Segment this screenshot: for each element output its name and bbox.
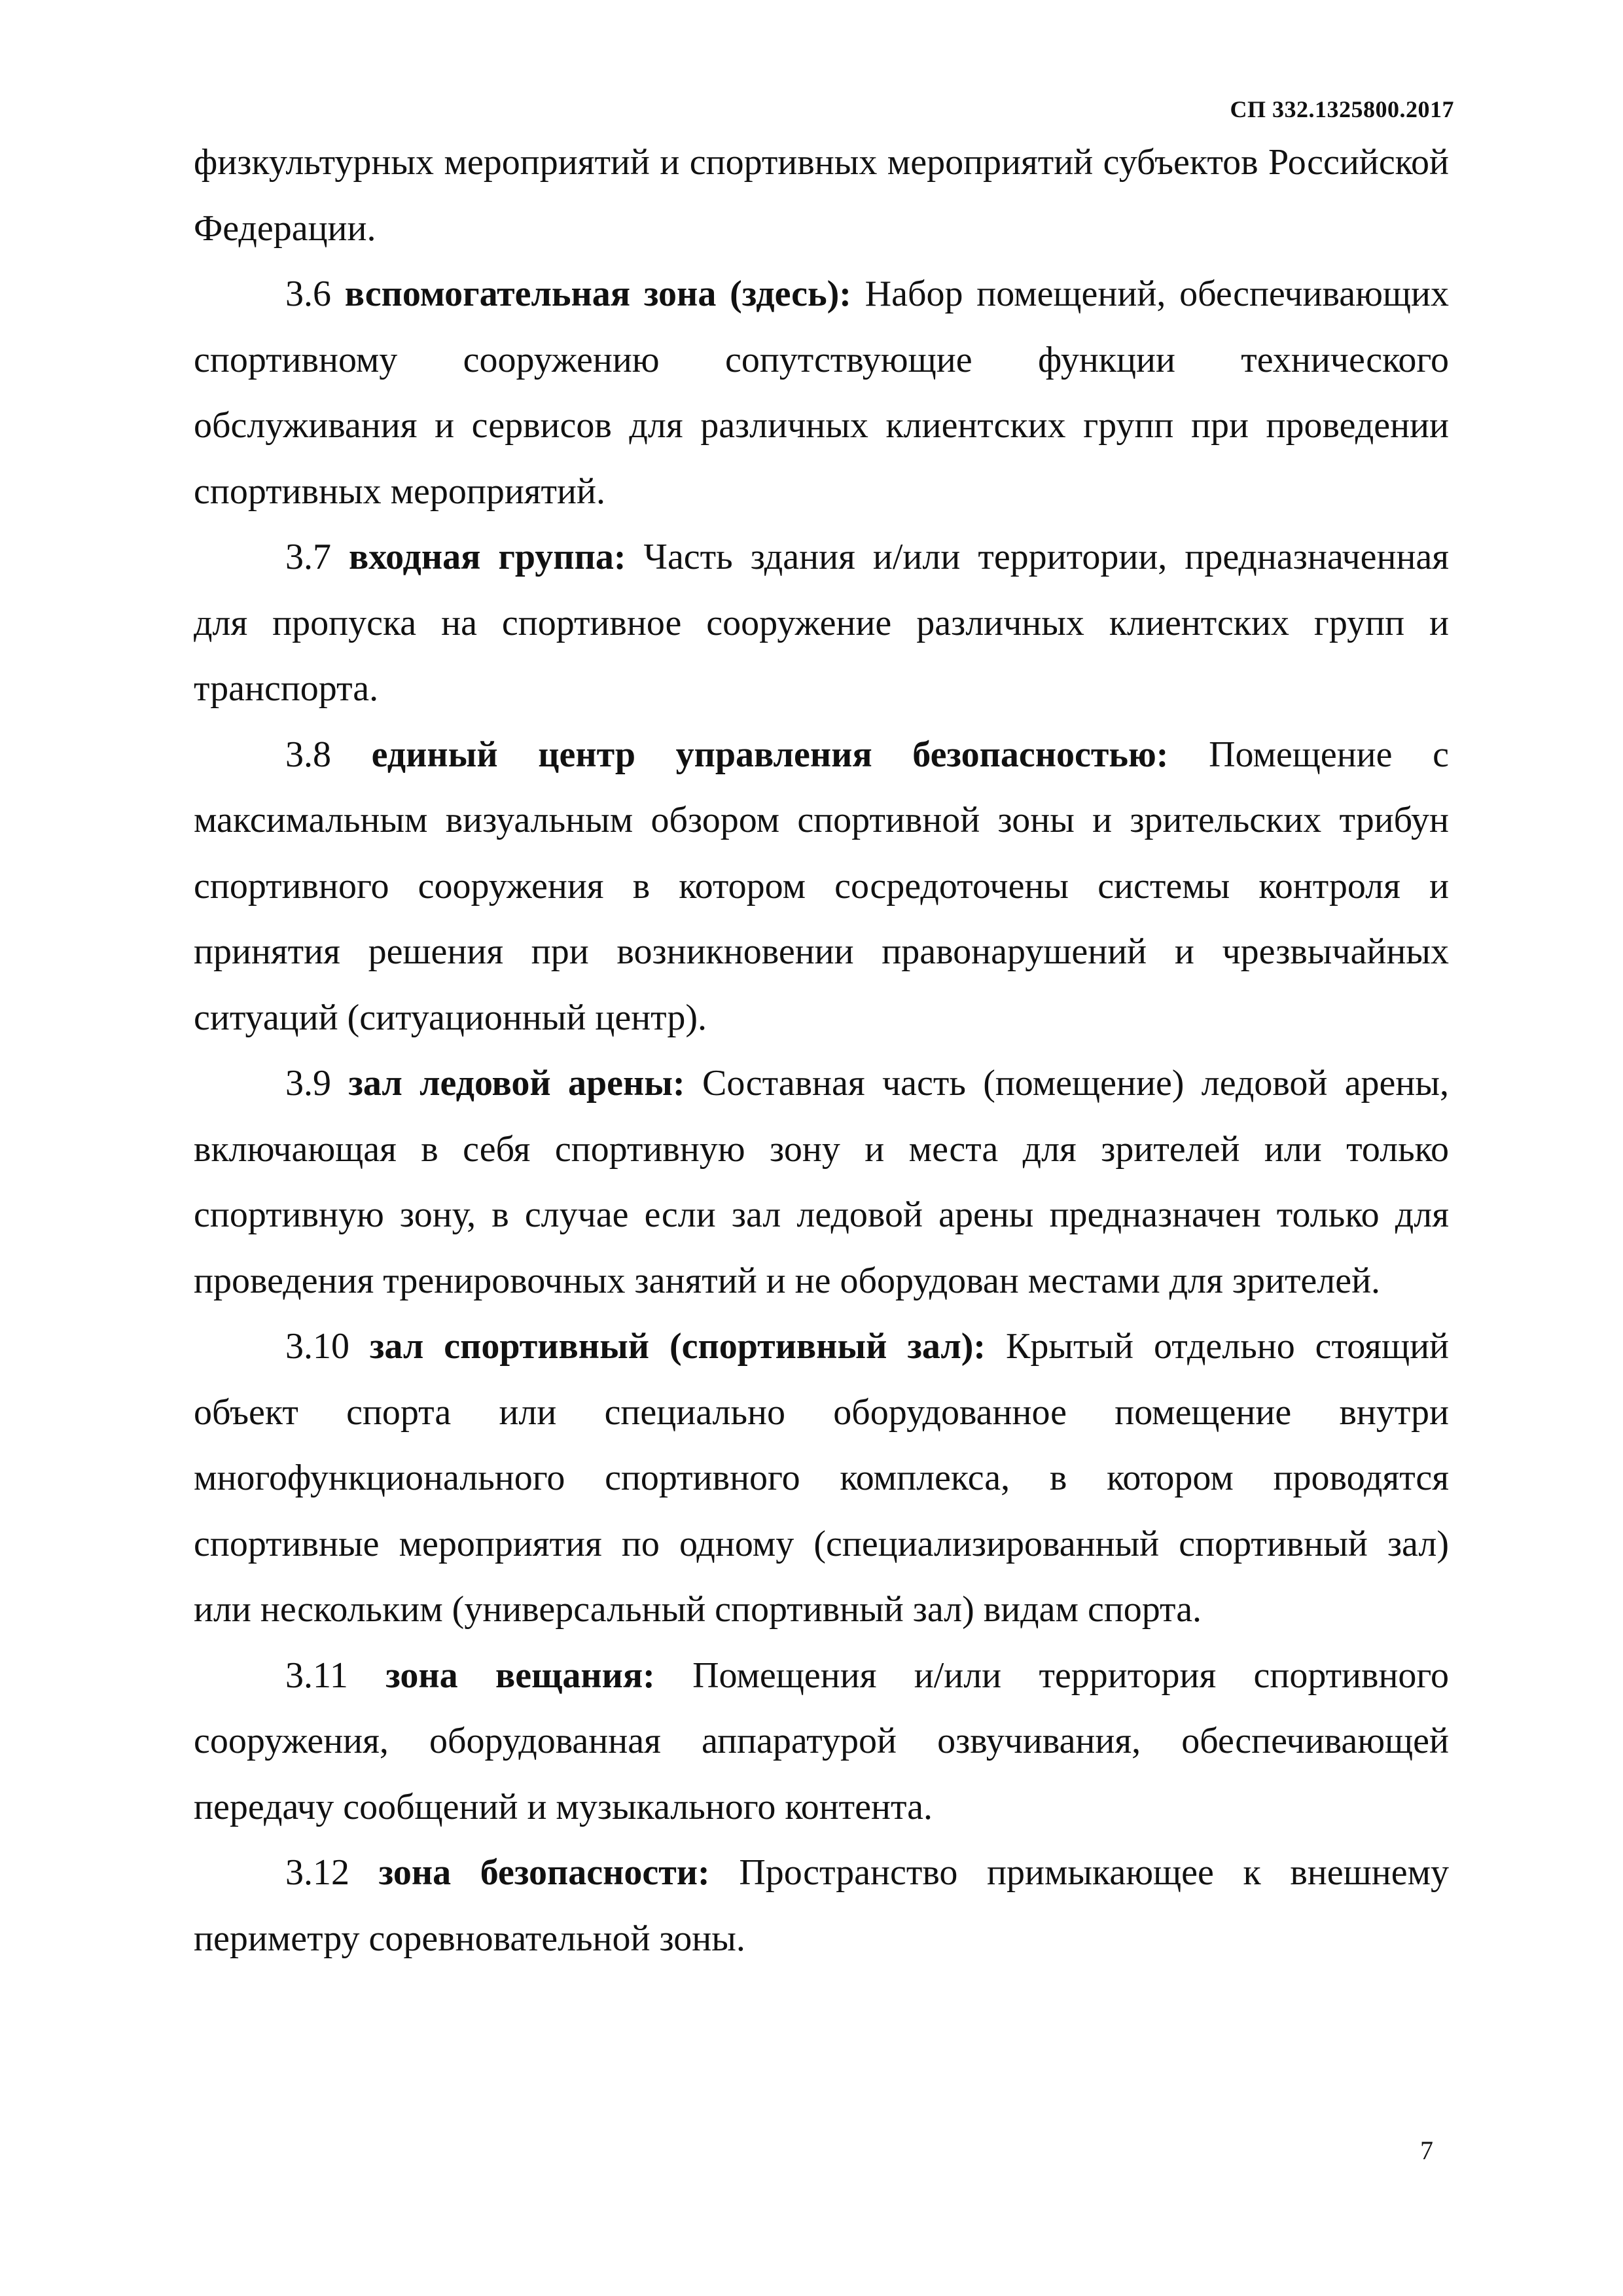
paragraph-text: физкультурных мероприятий и спортивных мероприятий субъектов Российской Федерации. — [194, 142, 1449, 249]
defined-term: единый центр управления безопасностью: — [371, 734, 1169, 775]
paragraph-3-11 — [194, 1643, 1449, 1840]
defined-term: вспомогательная зона (здесь): — [344, 274, 851, 314]
definition-text: Крытый отдельно стоящий объект спорта или специально оборудованное помещение внутри многофункционального спортивного комплекса, в котором проводятся спортивные мероприятия по одному (специализированный спортивный зал) или нескольким (универсальный спортивный зал) видам спорта. — [194, 1326, 1450, 1630]
paragraph-3-12 — [194, 1840, 1449, 1971]
defined-term: зал ледовой арены: — [348, 1063, 685, 1103]
page-number: 7 — [1420, 2136, 1433, 2165]
clause-number: 3.12 — [285, 1852, 349, 1893]
paragraph-3-7 — [194, 524, 1449, 722]
document-code: СП 332.1325800.2017 — [1230, 96, 1454, 122]
paragraph-3-9 — [194, 1050, 1449, 1314]
paragraph-continuation — [194, 130, 1449, 261]
definition-text: Составная часть (помещение) ледовой арены, включающая в себя спортивную зону и места для зрителей или только спортивную зону, в случае если зал ледовой арены предназначен только для проведения тренировочных занятий и не оборудован местами для зрителей. — [194, 1063, 1450, 1301]
definition-text: Помещения и/или территория спортивного сооружения, оборудованная аппаратурой озвучивания, обеспечивающей передачу сообщений и музыкального контента. — [194, 1655, 1450, 1827]
clause-number: 3.6 — [285, 274, 331, 314]
document-body — [194, 130, 1449, 1971]
definition-text: Пространство примыкающее к внешнему периметру соревновательной зоны. — [194, 1852, 1450, 1959]
paragraph-3-10 — [194, 1314, 1449, 1643]
clause-number: 3.10 — [285, 1326, 349, 1367]
defined-term: входная группа: — [349, 537, 626, 577]
definition-text: Помещение с максимальным визуальным обзором спортивной зоны и зрительских трибун спортивного сооружения в котором сосредоточены системы контроля и принятия решения при возникновении правонарушений и чрезвычайных ситуаций (ситуационный центр). — [194, 734, 1450, 1038]
paragraph-3-6 — [194, 261, 1449, 524]
clause-number: 3.7 — [285, 537, 331, 577]
paragraph-3-8 — [194, 722, 1449, 1051]
defined-term: зона безопасности: — [378, 1852, 710, 1893]
definition-text: Часть здания и/или территории, предназначенная для пропуска на спортивное сооружение различных клиентских групп и транспорта. — [194, 537, 1450, 709]
defined-term: зал спортивный (спортивный зал): — [369, 1326, 986, 1367]
clause-number: 3.11 — [285, 1655, 348, 1696]
clause-number: 3.9 — [285, 1063, 331, 1103]
clause-number: 3.8 — [285, 734, 331, 775]
definition-text: Набор помещений, обеспечивающих спортивному сооружению сопутствующие функции технического обслуживания и сервисов для различных клиентских групп при проведении спортивных мероприятий. — [194, 274, 1450, 512]
defined-term: зона вещания: — [385, 1655, 655, 1696]
